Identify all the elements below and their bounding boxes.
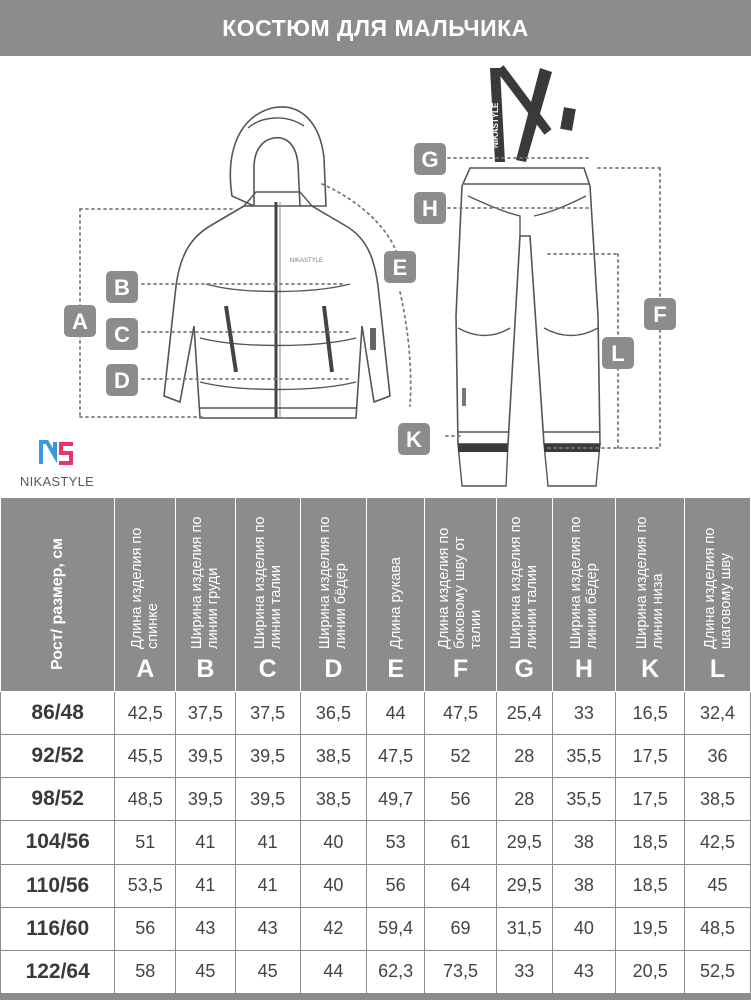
header-H <box>552 498 616 692</box>
table-cell: 36 <box>685 735 751 778</box>
table-cell: 40 <box>552 907 616 950</box>
svg-text:D: D <box>114 368 130 393</box>
table-cell: 35,5 <box>552 778 616 821</box>
header-E <box>367 498 425 692</box>
table-cell: 38 <box>552 864 616 907</box>
marker-E <box>384 251 416 283</box>
header-L <box>685 498 751 692</box>
table-cell: 52 <box>425 735 497 778</box>
table-cell: 52,5 <box>685 950 751 993</box>
page-title: КОСТЮМ ДЛЯ МАЛЬЧИКА <box>222 14 529 41</box>
column-letter: L <box>709 655 726 683</box>
marker-G <box>414 143 446 175</box>
jacket-chest-print: NIKASTYLE <box>290 258 324 264</box>
header-K <box>616 498 685 692</box>
table-cell: 45 <box>176 950 236 993</box>
svg-text:K: K <box>406 427 422 452</box>
table-cell: 41 <box>235 864 300 907</box>
table-cell: 39,5 <box>235 778 300 821</box>
table-cell: 38,5 <box>300 735 367 778</box>
bottom-bar <box>0 994 751 1000</box>
table-cell: 47,5 <box>425 692 497 735</box>
jacket-drawing <box>164 107 390 418</box>
table-cell: 38,5 <box>300 778 367 821</box>
header-size-label: Рост/ размер, см <box>48 537 66 670</box>
table-cell: 56 <box>115 907 176 950</box>
table-cell: 40 <box>300 864 367 907</box>
garment-illustration <box>0 56 751 496</box>
table-cell: 28 <box>496 778 552 821</box>
table-cell: 25,4 <box>496 692 552 735</box>
table-cell: 58 <box>115 950 176 993</box>
table-header <box>1 498 751 692</box>
row-size: 86/48 <box>1 692 115 735</box>
table-row <box>1 778 751 821</box>
table-cell: 53 <box>367 821 425 864</box>
table-cell: 39,5 <box>176 778 236 821</box>
header-F <box>425 498 497 692</box>
svg-text:F: F <box>653 302 667 327</box>
marker-F <box>644 298 676 330</box>
marker-H <box>414 192 446 224</box>
table-cell: 44 <box>300 950 367 993</box>
row-size: 116/60 <box>1 907 115 950</box>
table-row <box>1 692 751 735</box>
table-row <box>1 950 751 993</box>
column-label: Ширина изделия по линии талии <box>508 516 541 649</box>
table-cell: 18,5 <box>616 864 685 907</box>
column-label: Ширина изделия по линии бёдер <box>317 516 350 649</box>
column-letter: G <box>514 655 534 683</box>
svg-text:B: B <box>114 275 130 300</box>
table-cell: 18,5 <box>616 821 685 864</box>
svg-text:A: A <box>72 309 88 334</box>
svg-text:G: G <box>421 147 439 172</box>
row-size: 110/56 <box>1 864 115 907</box>
marker-K <box>398 423 430 455</box>
column-label: Длина изделия по спинке <box>129 527 162 649</box>
table-cell: 33 <box>552 692 616 735</box>
header-D <box>300 498 367 692</box>
size-table <box>0 497 751 994</box>
table-cell: 48,5 <box>685 907 751 950</box>
column-letter: H <box>574 655 593 683</box>
table-cell: 35,5 <box>552 735 616 778</box>
svg-text:E: E <box>392 255 408 280</box>
table-cell: 42,5 <box>115 692 176 735</box>
column-letter: B <box>196 655 215 683</box>
table-body <box>1 692 751 994</box>
table-cell: 45 <box>685 864 751 907</box>
table-cell: 42 <box>300 907 367 950</box>
marker-B <box>106 271 138 303</box>
column-label: Ширина изделия по линии бёдер <box>567 516 600 649</box>
table-cell: 41 <box>176 864 236 907</box>
svg-text:C: C <box>114 322 130 347</box>
table-cell: 37,5 <box>176 692 236 735</box>
table-cell: 17,5 <box>616 778 685 821</box>
table-cell: 37,5 <box>235 692 300 735</box>
header-size <box>1 498 115 692</box>
column-letter: D <box>324 655 343 683</box>
table-cell: 49,7 <box>367 778 425 821</box>
table-cell: 39,5 <box>176 735 236 778</box>
table-cell: 51 <box>115 821 176 864</box>
header-B <box>176 498 236 692</box>
table-cell: 39,5 <box>235 735 300 778</box>
table-cell: 41 <box>176 821 236 864</box>
table-cell: 41 <box>235 821 300 864</box>
size-diagram <box>0 56 751 496</box>
suspender-print: NIKASTYLE <box>491 102 500 148</box>
column-letter: E <box>387 655 405 683</box>
marker-C <box>106 318 138 350</box>
table-cell: 47,5 <box>367 735 425 778</box>
table-cell: 56 <box>367 864 425 907</box>
table-cell: 43 <box>235 907 300 950</box>
svg-text:H: H <box>422 196 438 221</box>
table-cell: 33 <box>496 950 552 993</box>
title-bar <box>0 0 751 56</box>
table-cell: 32,4 <box>685 692 751 735</box>
table-cell: 38 <box>552 821 616 864</box>
brand-logo-icon <box>39 440 75 466</box>
table-cell: 28 <box>496 735 552 778</box>
column-letter: K <box>641 655 660 683</box>
table-cell: 19,5 <box>616 907 685 950</box>
table-cell: 45,5 <box>115 735 176 778</box>
table-cell: 40 <box>300 821 367 864</box>
column-label: Ширина изделия по линии талии <box>251 516 284 649</box>
table-cell: 61 <box>425 821 497 864</box>
table-cell: 53,5 <box>115 864 176 907</box>
brand-block <box>12 440 102 489</box>
column-label: Длина рукава <box>387 557 404 649</box>
table-cell: 64 <box>425 864 497 907</box>
table-row <box>1 864 751 907</box>
table-cell: 29,5 <box>496 821 552 864</box>
column-label: Длина изделия по боковому шву от талии <box>436 527 485 649</box>
table-row <box>1 821 751 864</box>
header-G <box>496 498 552 692</box>
column-letter: F <box>452 655 469 683</box>
table-cell: 17,5 <box>616 735 685 778</box>
table-cell: 69 <box>425 907 497 950</box>
header-C <box>235 498 300 692</box>
pants-drawing <box>456 68 600 486</box>
table-cell: 38,5 <box>685 778 751 821</box>
row-size: 122/64 <box>1 950 115 993</box>
marker-A <box>64 305 96 337</box>
svg-text:L: L <box>611 341 625 366</box>
table-cell: 44 <box>367 692 425 735</box>
table-cell: 36,5 <box>300 692 367 735</box>
table-cell: 45 <box>235 950 300 993</box>
column-letter: A <box>136 655 155 683</box>
table-cell: 42,5 <box>685 821 751 864</box>
table-row <box>1 907 751 950</box>
table-cell: 56 <box>425 778 497 821</box>
column-label: Длина изделия по шаговому шву <box>701 527 734 649</box>
table-cell: 16,5 <box>616 692 685 735</box>
table-cell: 31,5 <box>496 907 552 950</box>
marker-D <box>106 364 138 396</box>
column-letter: C <box>258 655 277 683</box>
brand-name: NIKASTYLE <box>19 474 95 489</box>
row-size: 104/56 <box>1 821 115 864</box>
table-cell: 73,5 <box>425 950 497 993</box>
table-row <box>1 735 751 778</box>
row-size: 98/52 <box>1 778 115 821</box>
table-cell: 20,5 <box>616 950 685 993</box>
row-size: 92/52 <box>1 735 115 778</box>
marker-L <box>602 337 634 369</box>
table-cell: 43 <box>176 907 236 950</box>
column-label: Ширина изделия по линии груди <box>189 516 222 649</box>
column-label: Ширина изделия по линии низа <box>634 516 667 649</box>
table-cell: 48,5 <box>115 778 176 821</box>
header-A <box>115 498 176 692</box>
table-cell: 62,3 <box>367 950 425 993</box>
table-cell: 29,5 <box>496 864 552 907</box>
table-cell: 43 <box>552 950 616 993</box>
table-cell: 59,4 <box>367 907 425 950</box>
